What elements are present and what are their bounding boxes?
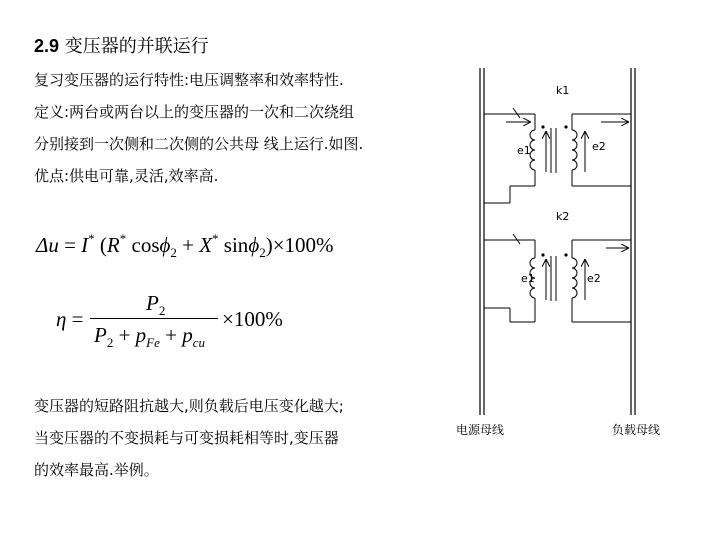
switch-k1-mark — [513, 108, 520, 118]
close-paren: ) — [265, 233, 273, 257]
star-sup-r: * — [119, 231, 127, 246]
text-line-advantages: 优点:供电可靠,灵活,效率高. — [34, 167, 219, 185]
den-p2: P — [94, 323, 107, 347]
phi-sub: 2 — [170, 245, 177, 260]
text-line-definition-cont: 分别接到一次侧和二次侧的公共母 线上运行.如图. — [34, 135, 364, 153]
text-line-review: 复习变压器的运行特性:电压调整率和效率特性. — [34, 71, 344, 89]
p2-symbol: P — [146, 291, 159, 315]
den-plus-2: + — [165, 323, 177, 347]
text-line-efficiency-max: 的效率最高.举例。 — [34, 461, 159, 479]
text-line-losses: 当变压器的不变损耗与可变损耗相等时,变压器 — [34, 429, 339, 447]
switch-k2-mark — [513, 234, 520, 244]
phi-symbol: ϕ — [159, 233, 171, 257]
efficiency-times-100: ×100% — [222, 307, 283, 331]
phi-sub-2: 2 — [259, 245, 266, 260]
den-pcu: p — [182, 323, 193, 347]
open-paren: ( — [99, 233, 107, 257]
primary-emf-label-2: e1 — [521, 272, 535, 285]
den-plus-1: + — [118, 323, 131, 347]
slide-title — [34, 34, 209, 59]
star-sup: * — [88, 231, 95, 246]
times-100: ×100% — [272, 233, 334, 257]
equals-sign: = — [64, 233, 76, 257]
p2-sub: 2 — [158, 303, 166, 318]
efficiency-denominator — [94, 322, 205, 348]
resistance-symbol: R — [106, 233, 120, 257]
den-pfe: p — [135, 323, 147, 347]
den-cu-sub: cu — [192, 335, 206, 350]
voltage-regulation-formula — [36, 232, 334, 258]
star-sup-x: * — [212, 231, 219, 246]
switch-k2-label: k2 — [556, 210, 570, 223]
primary-emf-label-1: e1 — [517, 144, 531, 157]
text-line-definition: 定义:两台或两台以上的变压器的一次和二次绕组 — [34, 103, 355, 121]
sin-fn: sin — [223, 233, 249, 257]
efficiency-lhs — [56, 306, 84, 332]
plus-sign: + — [182, 233, 194, 257]
eta-equals: = — [71, 307, 84, 331]
parallel-transformer-diagram — [440, 60, 720, 450]
reactance-symbol: X — [199, 233, 213, 257]
secondary-emf-label-1: e2 — [592, 140, 606, 153]
den-p2-sub: 2 — [106, 335, 114, 350]
eta-symbol: η — [56, 307, 67, 331]
section-number: 2.9 — [34, 36, 60, 56]
efficiency-numerator — [146, 290, 165, 316]
current-symbol: I — [81, 233, 89, 257]
section-title: 变压器的并联运行 — [64, 36, 209, 57]
secondary-emf-label-2: e2 — [587, 272, 601, 285]
phi-symbol-2: ϕ — [248, 233, 260, 257]
delta-u: Δu — [36, 233, 59, 257]
fraction-bar — [90, 318, 218, 319]
cos-fn: cos — [131, 233, 160, 257]
transformer-2 — [484, 234, 631, 322]
text-line-impedance: 变压器的短路阻抗越大,则负载后电压变化越大; — [34, 397, 344, 415]
switch-k1-label: k1 — [556, 84, 570, 97]
source-bus-label: 电源母线 — [456, 423, 505, 437]
den-fe-sub: Fe — [146, 335, 160, 350]
transformer-1 — [484, 108, 631, 203]
load-bus-label: 负载母线 — [612, 423, 661, 437]
